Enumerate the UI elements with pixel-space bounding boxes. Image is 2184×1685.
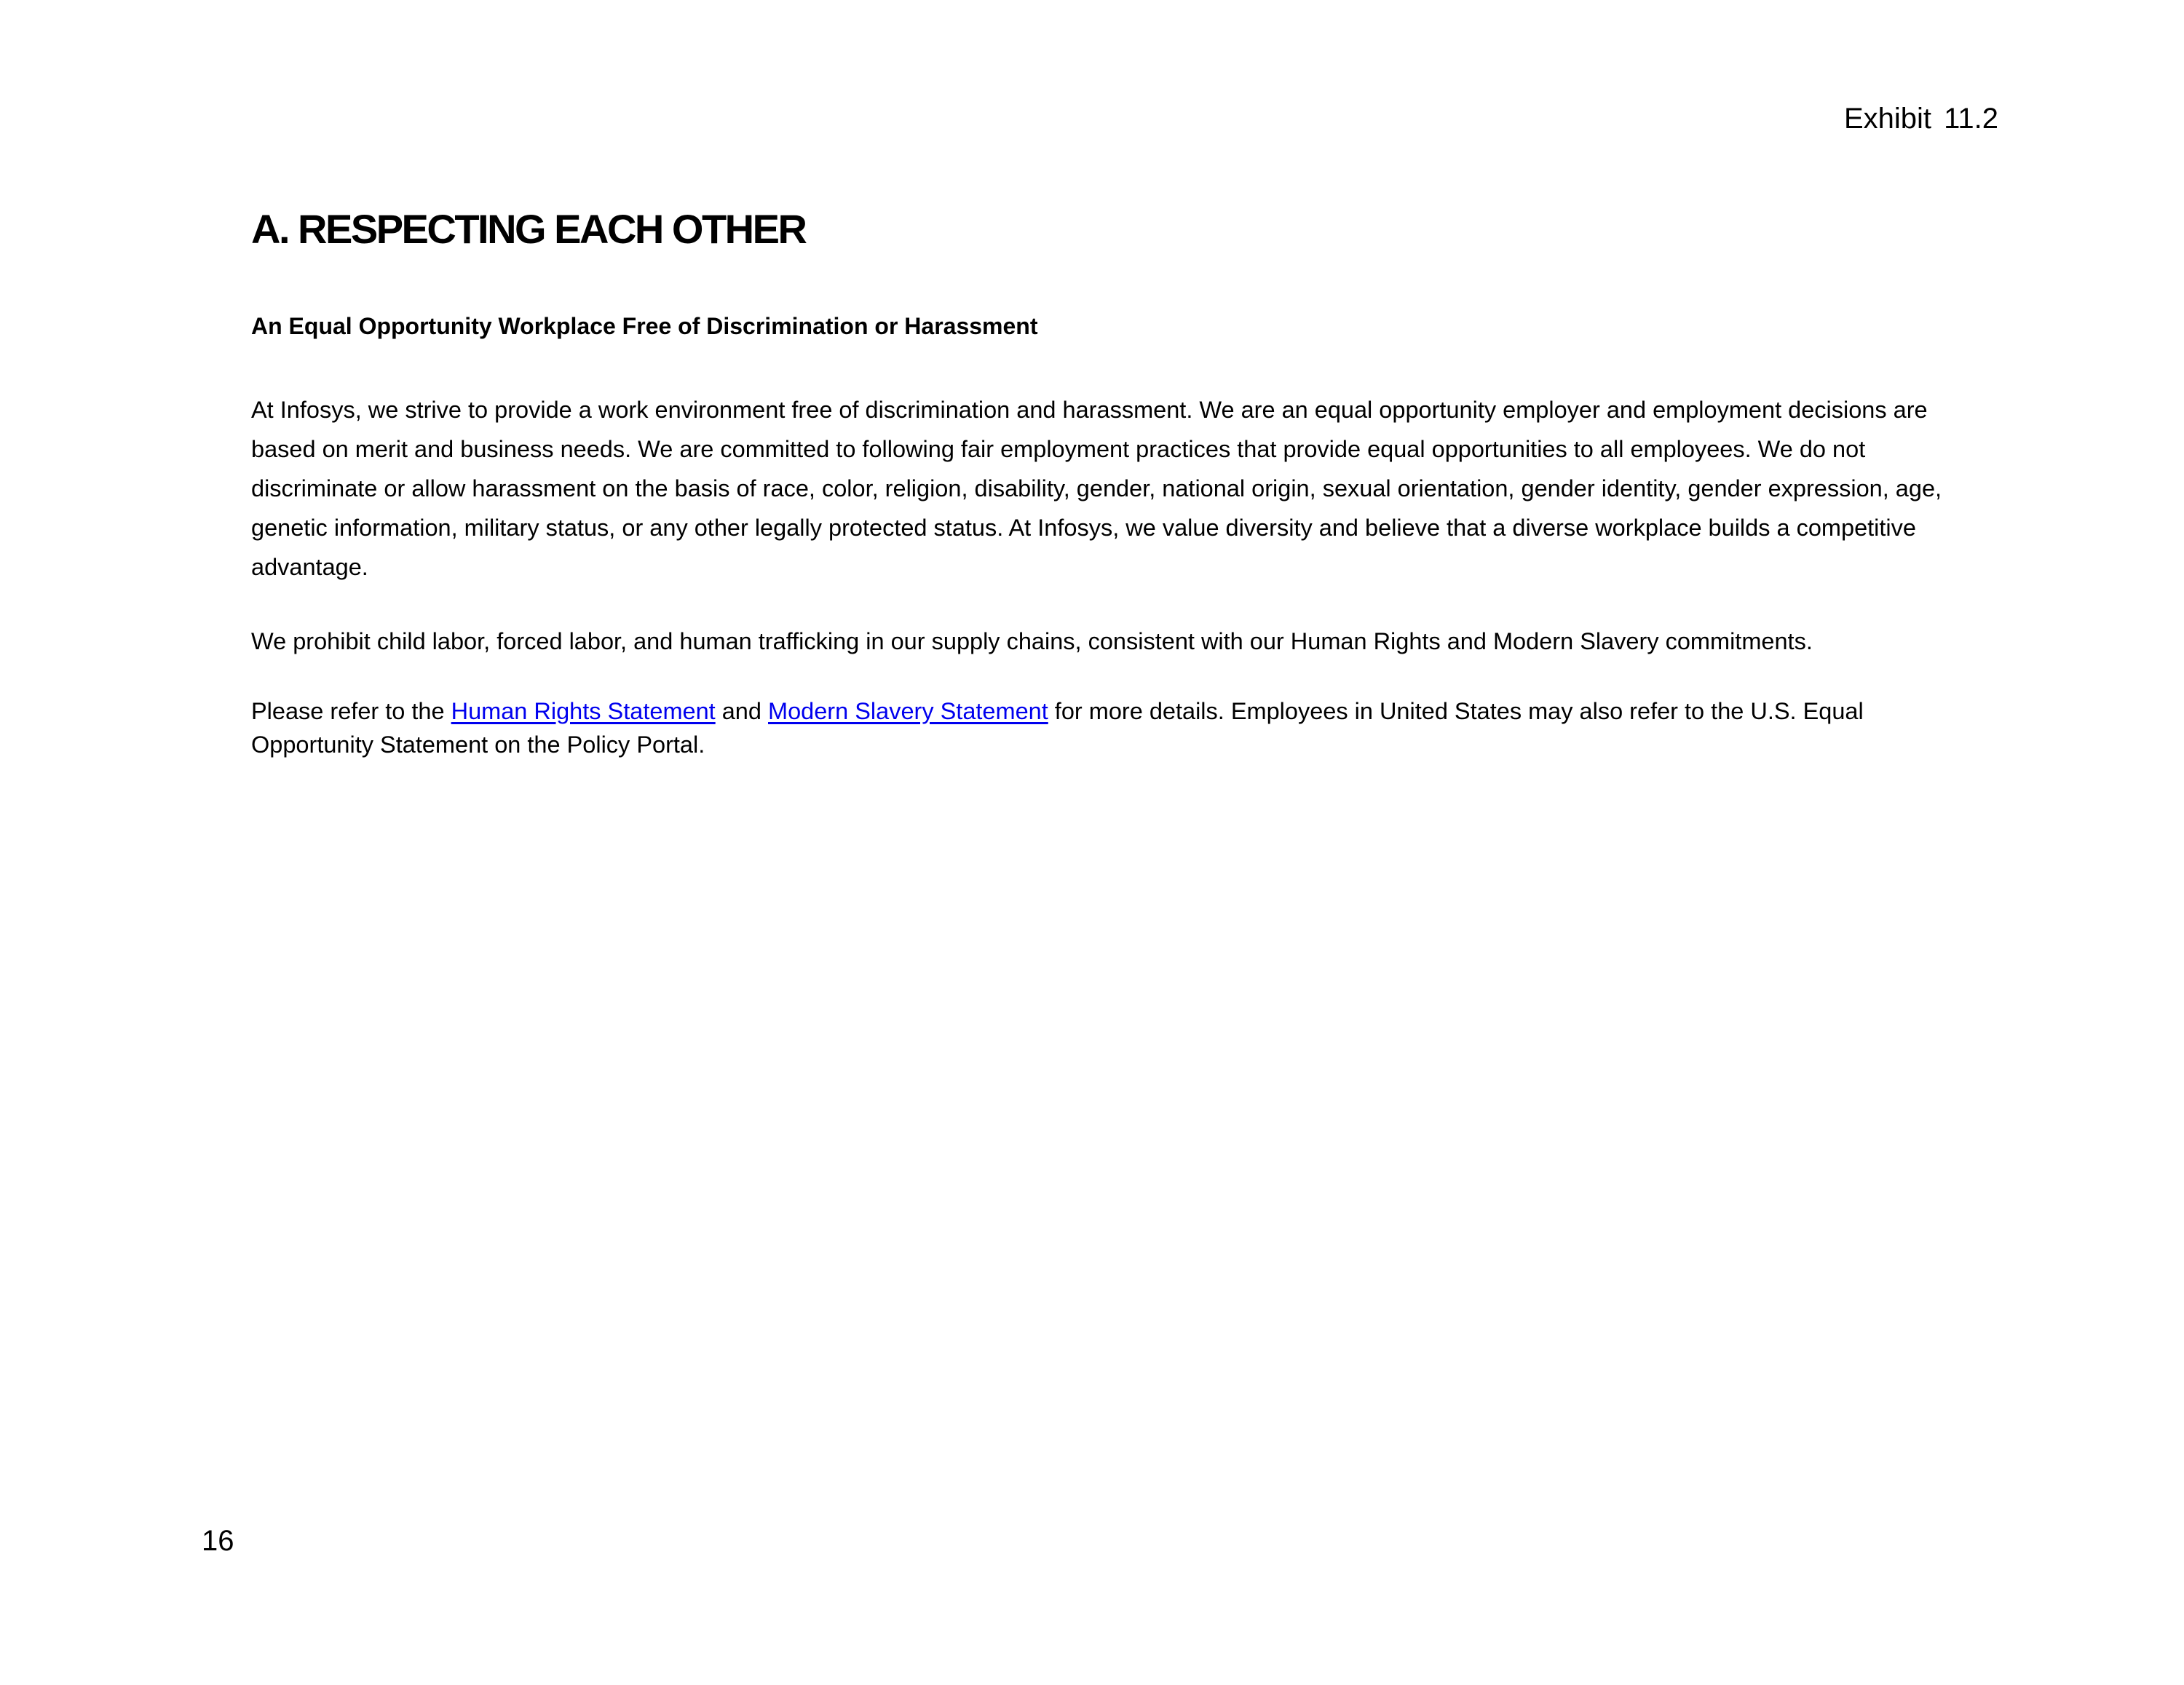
paragraph-supply-chain: We prohibit child labor, forced labor, and human trafficking in our supply chains, consistent with our Human Rights and Modern Slavery commitments. (251, 628, 1813, 654)
reference-prefix: Please refer to the (251, 698, 451, 724)
paragraph-references (251, 694, 1991, 761)
page-number: 16 (202, 1525, 234, 1557)
reference-middle: and (715, 698, 768, 724)
modern-slavery-statement-link[interactable]: Modern Slavery Statement (768, 698, 1048, 724)
human-rights-statement-link[interactable]: Human Rights Statement (451, 698, 716, 724)
paragraph-equal-opportunity: At Infosys, we strive to provide a work environment free of discrimination and harassment. We are an equal opportunity employer and employment decisions are based on merit and business needs. We are committed to following fair employment practices that provide equal opportunities to all employees. We do not discriminate or allow harassment on the basis of race, color, religion, disability, gender, national origin, sexual orientation, gender identity, gender expression, age, genetic information, military status, or any other legally protected status. At Infosys, we value diversity and believe that a diverse workplace builds a competitive advantage. (251, 397, 1942, 580)
exhibit-label: Exhibit 11.2 (1843, 103, 1998, 135)
section-title: A. RESPECTING EACH OTHER (251, 206, 806, 252)
reference-suffix: for more details. Employees in United States may also refer to the U.S. Equal Opportunity Statement on the Policy Portal. (251, 698, 1864, 758)
section-subheading: An Equal Opportunity Workplace Free of Discrimination or Harassment (251, 313, 1038, 339)
